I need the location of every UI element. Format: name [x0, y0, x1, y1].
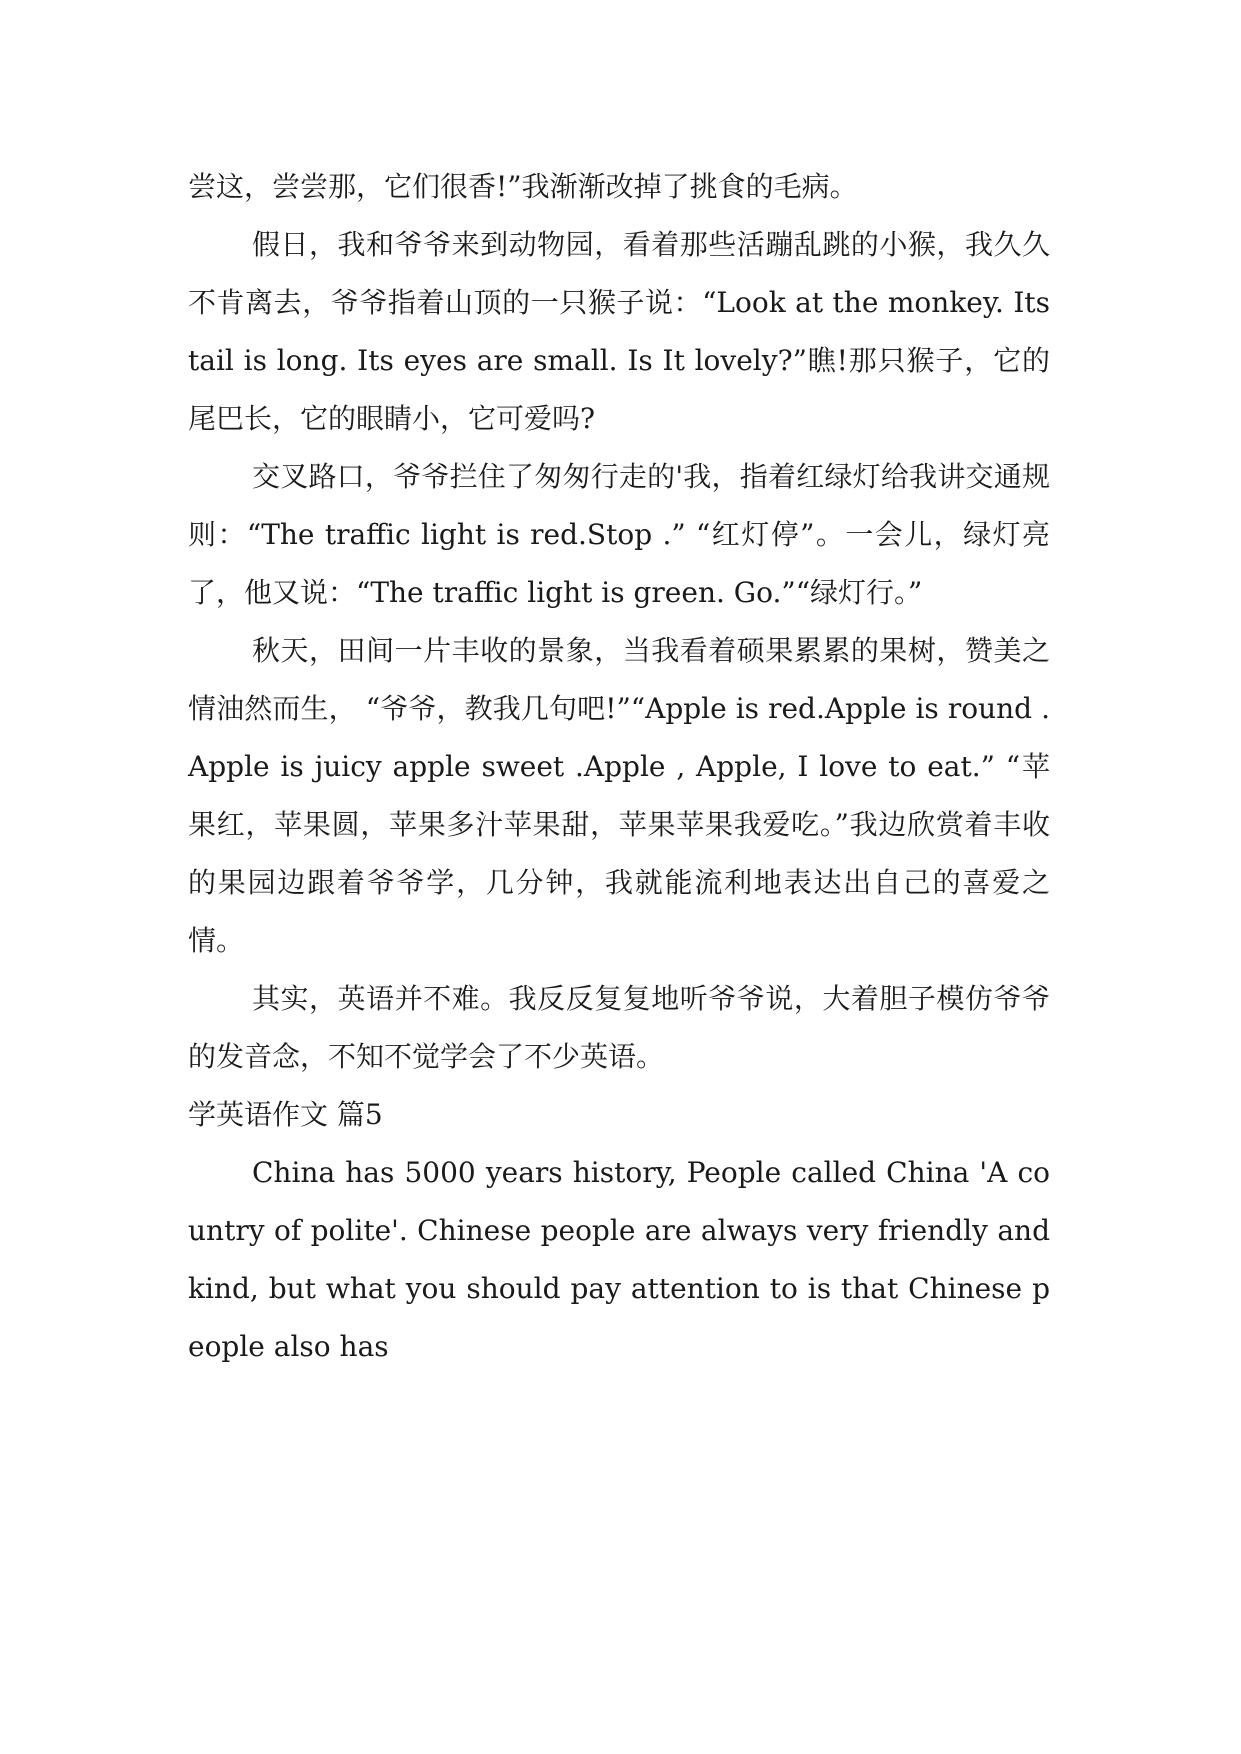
paragraph-traffic-light: 交叉路口，爷爷拦住了匆匆行走的'我，指着红绿灯给我讲交通规则：“The traffic light is red.Stop .” “红灯停”。一会儿，绿灯亮了，他又说：“The traffic light is green. Go.”“绿灯行。” [188, 460, 1050, 609]
paragraph-zoo: 假日，我和爷爷来到动物园，看着那些活蹦乱跳的小猴，我久久不肯离去，爷爷指着山顶的一只猴子说：“Look at the monkey. Its tail is long. Its eyes are small. Is It lovely?”瞧!那只猴子，它的尾巴长，它的眼睛小，它可爱吗? [188, 228, 1050, 435]
paragraph-english-china: China has 5000 years history, People called China 'A country of polite'. Chinese people are always very friendly and kind, but what you should pay attention to is that Chinese people also has [188, 1156, 1050, 1363]
section-heading: 学英语作文 篇5 [188, 1098, 383, 1131]
document-page [188, 158, 1050, 1376]
paragraph-continuation: 尝这，尝尝那，它们很香!”我渐渐改掉了挑食的毛病。 [188, 170, 858, 203]
paragraph-autumn-apple: 秋天，田间一片丰收的景象，当我看着硕果累累的果树，赞美之情油然而生， “爷爷，教我几句吧!”“Apple is red.Apple is round . Apple is juicy apple sweet .Apple , Apple, I love to eat.” “苹果红，苹果圆，苹果多汁苹果甜，苹果苹果我爱吃。”我边欣赏着丰收的果园边跟着爷爷学，几分钟，我就能流利地表达出自己的喜爱之情。 [188, 634, 1050, 957]
paragraph-conclusion: 其实，英语并不难。我反反复复地听爷爷说，大着胆子模仿爷爷的发音念，不知不觉学会了不少英语。 [188, 982, 1050, 1073]
